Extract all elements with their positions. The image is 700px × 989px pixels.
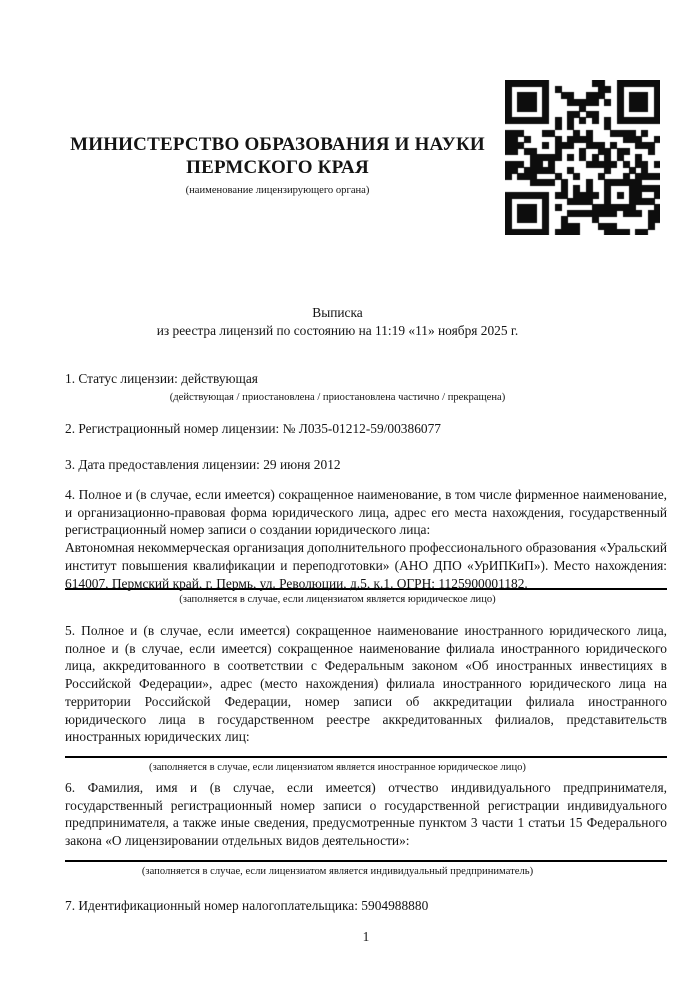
qr-code-image: [505, 80, 660, 235]
foreign-entity-label: 5. Полное и (в случае, если имеется) сокращенное наименование иностранного юридического лица, полное и (в случае, если имеется) сокращенное наименование филиала иностранного юридического лица, аккредитованного в соответствии с Федеральным законом «Об иностранных инвестициях в Российской Федерации», адрес (место нахождения) филиала иностранного юридического лица на территории Российской Федерации, номер записи об аккредитации филиала иностранного юридического лица в государственном реестре аккредитованных филиалов, представительств иностранных юридических лиц:: [65, 623, 667, 745]
item-registration-number: [65, 420, 667, 438]
qr-code: [505, 80, 660, 235]
item-legal-entity: [65, 486, 667, 606]
page-number: 1: [362, 929, 370, 944]
legal-entity-caption: (заполняется в случае, если лицензиатом является юридическое лицо): [179, 594, 496, 606]
foreign-entity-caption: (заполняется в случае, если лицензиатом является иностранное юридическое лицо): [149, 761, 526, 773]
item-license-status: [65, 370, 667, 404]
legal-entity-label: 4. Полное и (в случае, если имеется) сокращенное наименование, в том числе фирменное наименование, и организационно-правовая форма юридического лица, адрес его места нахождения, государственный регистрационный номер записи о создании юридического лица:: [65, 487, 667, 538]
ministry-name-line2: ПЕРМСКОГО КРАЯ: [186, 157, 369, 178]
licensing-authority-caption: (наименование лицензирующего органа): [185, 185, 370, 196]
ministry-header: [65, 133, 490, 197]
license-status-caption: (действующая / приостановлена / приостановлена частично / прекращена): [169, 391, 506, 403]
item-taxpayer-number: [65, 897, 667, 915]
legal-entity-value: Автономная некоммерческая организация дополнительного профессионального образования «Уральский институт повышения квалификации и переподготовки» (АНО ДПО «УрИПКиП»). Место нахождения: 614007, Пермский край, г. Пермь, ул. Революции, д.5, к.1. ОГРН: 1125900001182.: [65, 540, 667, 591]
individual-entrepreneur-caption: (заполняется в случае, если лицензиатом является индивидуальный предприниматель): [141, 865, 534, 877]
title-line2: из реестра лицензий по состоянию на 11:19 «11» ноября 2025 г.: [156, 322, 519, 338]
fill-in-line: [65, 756, 667, 758]
individual-entrepreneur-label: 6. Фамилия, имя и (в случае, если имеется) отчество индивидуального предпринимателя, государственный регистрационный номер записи о государственной регистрации индивидуального предпринимателя, а также иные сведения, предусмотренные пунктом 3 части 1 статьи 15 Федерального закона «О лицензировании отдельных видов деятельности»:: [65, 780, 667, 849]
fill-in-line: [65, 860, 667, 862]
item-grant-date: [65, 456, 667, 474]
taxpayer-number-text: 7. Идентификационный номер налогоплательщика: 5904988880: [65, 898, 429, 913]
grant-date-text: 3. Дата предоставления лицензии: 29 июня 2012: [65, 457, 341, 472]
title-line1: Выписка: [312, 305, 363, 320]
document-title: [65, 304, 610, 339]
ministry-name-line1: МИНИСТЕРСТВО ОБРАЗОВАНИЯ И НАУКИ: [70, 134, 485, 155]
registration-number-text: 2. Регистрационный номер лицензии: № Л035-01212-59/00386077: [65, 421, 441, 436]
item-foreign-entity: [65, 622, 667, 774]
license-status-text: 1. Статус лицензии: действующая: [65, 371, 258, 386]
item-individual-entrepreneur: [65, 779, 667, 878]
